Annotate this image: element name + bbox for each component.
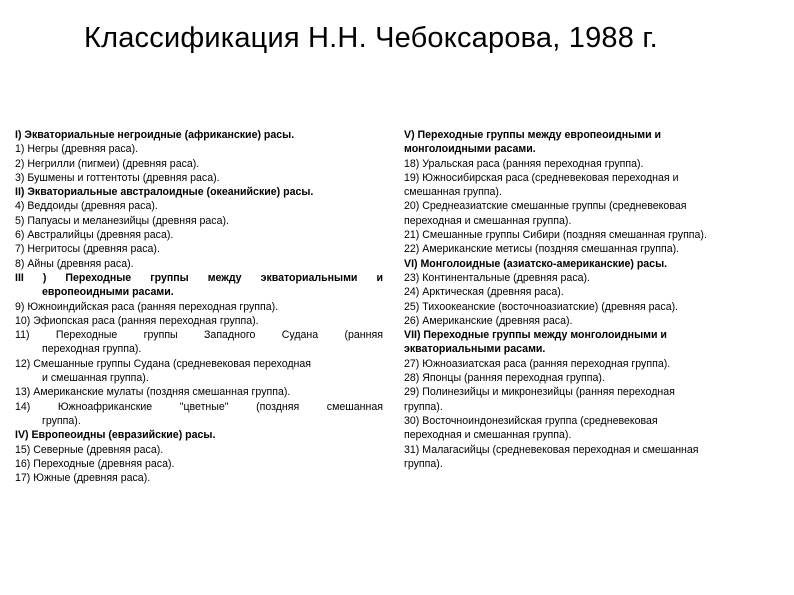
- list-item-cont: переходная группа).: [42, 343, 142, 356]
- list-item: 27) Южноазиатская раса (ранняя переходная группа).: [404, 357, 671, 370]
- list-item: 31) Малагасийцы (средневековая переходная и смешанная: [404, 443, 699, 456]
- list-item: 1) Негры (древняя раса).: [15, 143, 139, 156]
- list-item: 25) Тихоокеанские (восточноазиатские) (древняя раса).: [404, 300, 679, 313]
- list-item: 22) Американские метисы (поздняя смешанная группа).: [404, 243, 680, 256]
- list-item: 23) Континентальные (древняя раса).: [404, 271, 590, 284]
- list-item: 14) Южноафриканские "цветные" (поздняя смешанная: [15, 400, 383, 413]
- list-item: 20) Среднеазиатские смешанные группы (средневековая: [404, 200, 687, 213]
- group-heading: VI) Монголоидные (азиатско-американские) расы.: [404, 257, 668, 270]
- group-heading-cont: экваториальными расами.: [404, 343, 546, 356]
- list-item: 13) Американские мулаты (поздняя смешанная группа).: [15, 386, 291, 399]
- list-item: 29) Полинезийцы и микронезийцы (ранняя переходная: [404, 386, 675, 399]
- group-heading-cont: европеоидными расами.: [42, 286, 174, 299]
- list-item: 11) Переходные группы Западного Судана (ранняя: [15, 329, 383, 342]
- list-item: 5) Папуасы и меланезийцы (древняя раса).: [15, 214, 229, 227]
- list-item: 21) Смешанные группы Сибири (поздняя смешанная группа).: [404, 229, 707, 242]
- list-item-cont: переходная и смешанная группа).: [404, 429, 572, 442]
- list-item: 28) Японцы (ранняя переходная группа).: [404, 372, 605, 385]
- page-title: Классификация Н.Н. Чебоксарова, 1988 г.: [84, 22, 658, 54]
- list-item: 24) Арктическая (древняя раса).: [404, 286, 564, 299]
- list-item-cont: группа).: [42, 414, 81, 427]
- group-heading: VII) Переходные группы между монголоидными и: [404, 329, 667, 342]
- group-heading: V) Переходные группы между европеоидными и: [404, 129, 662, 141]
- list-item-cont: группа).: [404, 400, 443, 413]
- list-item: 2) Негрилли (пигмеи) (древняя раса).: [15, 157, 200, 170]
- left-column: [15, 128, 383, 485]
- group-heading-cont: монголоидными расами.: [404, 143, 536, 156]
- list-item: 18) Уральская раса (ранняя переходная группа).: [404, 157, 644, 170]
- list-item: 6) Австралийцы (древняя раса).: [15, 229, 174, 242]
- group-heading: IV) Европеоидны (евразийские) расы.: [15, 429, 216, 442]
- list-item: 10) Эфиопская раса (ранняя переходная группа).: [15, 314, 259, 327]
- list-item: 8) Айны (древняя раса).: [15, 257, 134, 270]
- list-item: 15) Северные (древняя раса).: [15, 443, 164, 456]
- list-item: 30) Восточноиндонезийская группа (средневековая: [404, 414, 658, 427]
- list-item: 16) Переходные (древняя раса).: [15, 457, 175, 470]
- list-item: 19) Южносибирская раса (средневековая переходная и: [404, 171, 679, 184]
- list-item-cont: и смешанная группа).: [42, 372, 149, 385]
- group-heading: III ) Переходные группы между экваториальными и: [15, 271, 383, 284]
- list-item: 26) Американские (древняя раса).: [404, 314, 573, 327]
- right-column: [404, 128, 776, 471]
- group-heading: II) Экваториальные австралоидные (океанийские) расы.: [15, 186, 314, 199]
- list-item: 9) Южноиндийская раса (ранняя переходная группа).: [15, 300, 279, 313]
- list-item: 4) Веддоиды (древняя раса).: [15, 200, 158, 213]
- list-item: 17) Южные (древняя раса).: [15, 472, 151, 485]
- list-item: 3) Бушмены и готтентоты (древняя раса).: [15, 171, 220, 184]
- list-item: 12) Смешанные группы Судана (средневековая переходная: [15, 357, 312, 370]
- list-item-cont: переходная и смешанная группа).: [404, 214, 572, 227]
- group-heading: I) Экваториальные негроидные (африканские) расы.: [15, 129, 295, 141]
- list-item-cont: смешанная группа).: [404, 186, 502, 199]
- list-item: 7) Негритосы (древняя раса).: [15, 243, 160, 256]
- list-item-cont: группа).: [404, 457, 443, 470]
